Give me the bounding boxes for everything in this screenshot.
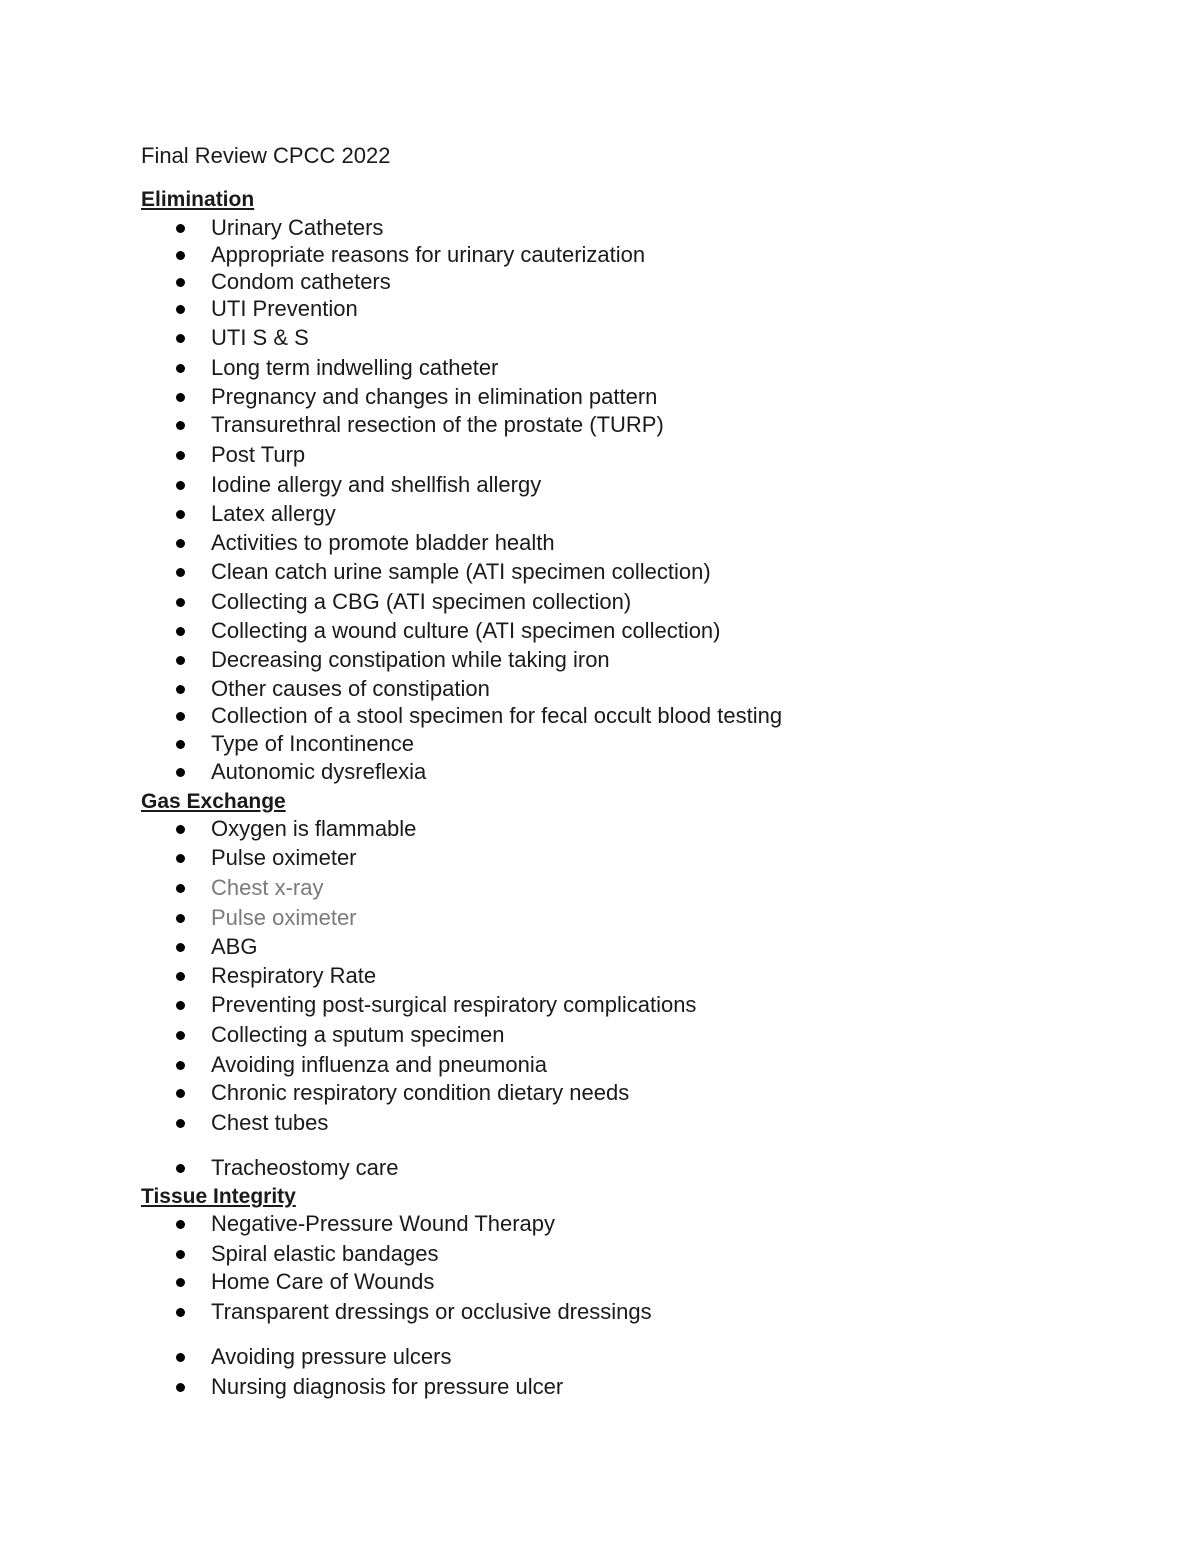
list-item: Post Turp	[172, 441, 305, 469]
document-title: Final Review CPCC 2022	[141, 143, 391, 168]
bullet-icon	[176, 825, 185, 834]
list-item: Chronic respiratory condition dietary needs	[172, 1079, 629, 1107]
list-item: Long term indwelling catheter	[172, 354, 498, 382]
bullet-icon	[176, 364, 185, 373]
section-heading-tissue-integrity: Tissue Integrity	[141, 1185, 296, 1208]
list-item: Negative-Pressure Wound Therapy	[172, 1210, 555, 1238]
list-item: Urinary Catheters	[172, 214, 383, 242]
bullet-icon	[176, 251, 185, 260]
bullet-icon	[176, 305, 185, 314]
bullet-icon	[176, 854, 185, 863]
list-item: Iodine allergy and shellfish allergy	[172, 471, 541, 499]
list-item: Transurethral resection of the prostate (TURP)	[172, 411, 664, 439]
section-heading-gas-exchange: Gas Exchange	[141, 790, 286, 813]
list-item: Activities to promote bladder health	[172, 529, 555, 557]
list-item: ABG	[172, 933, 257, 961]
list-item: Preventing post-surgical respiratory complications	[172, 991, 696, 1019]
list-item: Type of Incontinence	[172, 730, 414, 758]
bullet-icon	[176, 914, 185, 923]
bullet-icon	[176, 740, 185, 749]
bullet-icon	[176, 1250, 185, 1259]
bullet-icon	[176, 685, 185, 694]
bullet-icon	[176, 1164, 185, 1173]
bullet-icon	[176, 627, 185, 636]
list-item: Oxygen is flammable	[172, 815, 416, 843]
bullet-icon	[176, 1278, 185, 1287]
list-item: Other causes of constipation	[172, 675, 490, 703]
list-item: Latex allergy	[172, 500, 336, 528]
list-item: Collecting a wound culture (ATI specimen collection)	[172, 617, 721, 645]
list-item: Collection of a stool specimen for fecal occult blood testing	[172, 702, 782, 730]
list-item: Condom catheters	[172, 268, 391, 296]
bullet-icon	[176, 768, 185, 777]
list-item: UTI Prevention	[172, 295, 358, 323]
list-item: Collecting a sputum specimen	[172, 1021, 504, 1049]
bullet-icon	[176, 884, 185, 893]
list-item: Collecting a CBG (ATI specimen collection)	[172, 588, 631, 616]
bullet-icon	[176, 1089, 185, 1098]
bullet-icon	[176, 1353, 185, 1362]
section-heading-elimination: Elimination	[141, 188, 255, 211]
bullet-icon	[176, 421, 185, 430]
bullet-icon	[176, 481, 185, 490]
list-item: Home Care of Wounds	[172, 1268, 434, 1296]
bullet-icon	[176, 539, 185, 548]
bullet-icon	[176, 656, 185, 665]
bullet-icon	[176, 1001, 185, 1010]
list-item: Autonomic dysreflexia	[172, 758, 426, 786]
bullet-icon	[176, 1119, 185, 1128]
bullet-icon	[176, 1220, 185, 1229]
list-item: Decreasing constipation while taking iron	[172, 646, 610, 674]
bullet-icon	[176, 1308, 185, 1317]
bullet-icon	[176, 972, 185, 981]
list-item: Transparent dressings or occlusive dressings	[172, 1298, 652, 1326]
list-item: Tracheostomy care	[172, 1154, 398, 1182]
bullet-icon	[176, 393, 185, 402]
bullet-icon	[176, 1031, 185, 1040]
list-item: Appropriate reasons for urinary cauterization	[172, 241, 645, 269]
list-item: Pulse oximeter	[172, 904, 357, 932]
list-item: Avoiding influenza and pneumonia	[172, 1051, 547, 1079]
bullet-icon	[176, 278, 185, 287]
list-item: Avoiding pressure ulcers	[172, 1343, 452, 1371]
bullet-icon	[176, 510, 185, 519]
bullet-icon	[176, 224, 185, 233]
bullet-icon	[176, 1383, 185, 1392]
bullet-icon	[176, 568, 185, 577]
list-item: Respiratory Rate	[172, 962, 376, 990]
bullet-icon	[176, 598, 185, 607]
bullet-icon	[176, 712, 185, 721]
list-item: Spiral elastic bandages	[172, 1240, 438, 1268]
list-item: UTI S & S	[172, 324, 309, 352]
bullet-icon	[176, 943, 185, 952]
list-item: Chest tubes	[172, 1109, 328, 1137]
list-item: Pregnancy and changes in elimination pattern	[172, 383, 657, 411]
bullet-icon	[176, 1061, 185, 1070]
list-item: Pulse oximeter	[172, 844, 357, 872]
list-item: Clean catch urine sample (ATI specimen collection)	[172, 558, 711, 586]
bullet-icon	[176, 334, 185, 343]
list-item: Nursing diagnosis for pressure ulcer	[172, 1373, 563, 1401]
bullet-icon	[176, 451, 185, 460]
list-item: Chest x-ray	[172, 874, 323, 902]
